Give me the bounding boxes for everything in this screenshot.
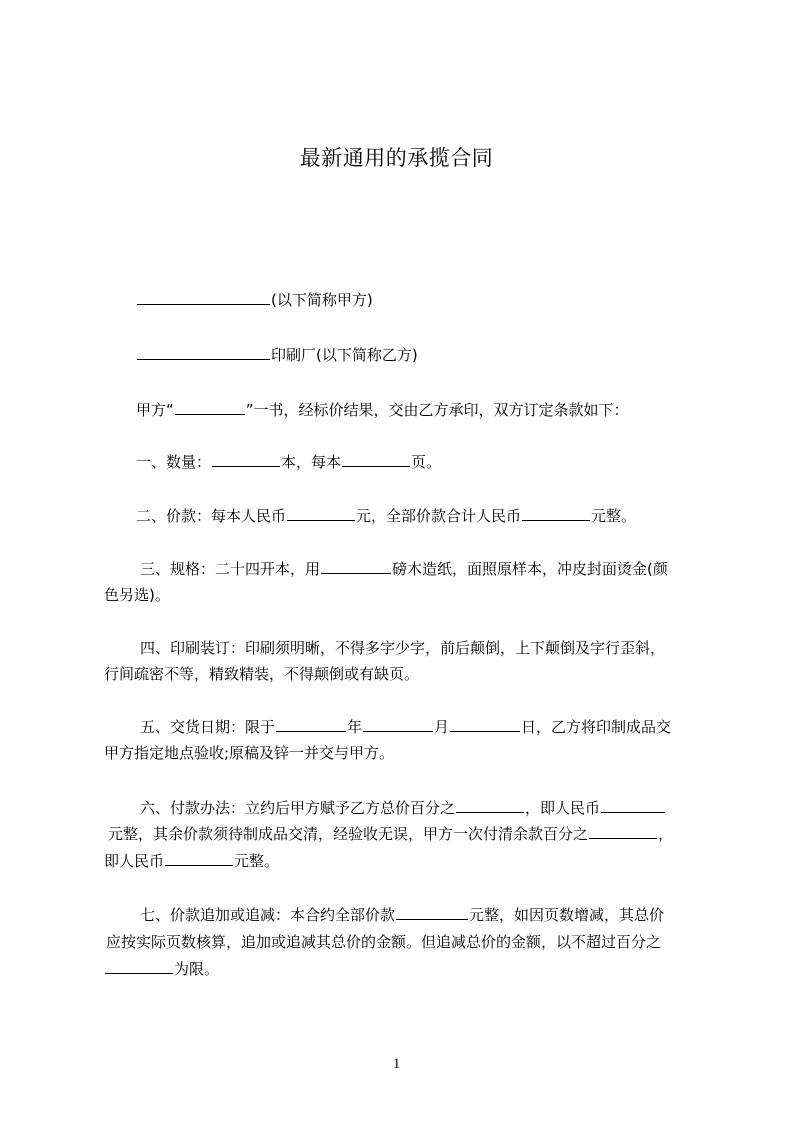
blank-advance-percent <box>456 797 524 813</box>
clause-2-suffix: 元整。 <box>591 507 637 525</box>
party-a-line <box>136 287 373 314</box>
blank-balance-percent <box>589 823 657 839</box>
party-b-line <box>136 342 418 369</box>
blank-quantity <box>212 451 280 467</box>
clause-7-line-1 <box>140 902 664 929</box>
clause-6-line-1 <box>140 795 666 822</box>
blank-unit-price <box>287 505 355 521</box>
clause-7-line-2: 应按实际页数核算，追加或追减其总价的金额。但追减总价的金额，以不超过百分之 <box>106 933 662 951</box>
clause-2-prefix: 二、价款：每本人民币 <box>136 507 287 525</box>
clause-6-line2-end: ， <box>658 825 674 843</box>
clause-7-mid: 元整，如因页数增减，其总价 <box>469 906 665 924</box>
blank-pages <box>342 451 410 467</box>
intro-line <box>136 397 629 424</box>
page-number: 1 <box>392 1056 401 1072</box>
clause-1-prefix: 一、数量： <box>136 453 212 471</box>
intro-before: 甲方“ <box>136 401 174 419</box>
clause-7-line3-end: 为限。 <box>174 960 220 978</box>
clause-5-year: 年 <box>347 718 363 736</box>
clause-1-mid: 本，每本 <box>281 453 342 471</box>
clause-6-line3-start: 即人民币 <box>104 852 165 870</box>
party-b-label: 印刷厂(以下简称乙方) <box>271 346 418 364</box>
clause-4-line-2: 行间疏密不等，精致精装，不得颠倒或有缺页。 <box>104 665 420 683</box>
blank-balance-amount <box>165 850 233 866</box>
clause-5-month: 月 <box>434 718 450 736</box>
blank-month <box>363 716 433 732</box>
blank-day <box>450 716 520 732</box>
clause-6-line2-start: 元整，其余价款须待制成品交清，经验收无误，甲方一次付清余款百分之 <box>108 825 589 843</box>
blank-paper-weight <box>321 558 391 574</box>
clause-3-line-2: 色另选)。 <box>104 586 170 604</box>
document-title: 最新通用的承揽合同 <box>299 146 494 170</box>
clause-1-suffix: 页。 <box>411 453 442 471</box>
party-a-label: (以下简称甲方) <box>271 291 373 309</box>
clause-5-line-2: 甲方指定地点验收;原稿及锌一并交与甲方。 <box>104 744 395 762</box>
clause-6-line-2 <box>108 821 673 848</box>
clause-7-prefix: 七、价款追加或追减：本合约全部价款 <box>140 906 396 924</box>
clause-4-line-1: 四、印刷装订：印刷须明晰，不得多字少字，前后颠倒，上下颠倒及字行歪斜， <box>140 639 666 657</box>
blank-reduction-percent <box>105 958 173 974</box>
blank-party-b-name <box>137 344 270 360</box>
clause-7-line-3 <box>104 956 219 983</box>
clause-2 <box>136 503 636 530</box>
blank-year <box>276 716 346 732</box>
clause-1 <box>136 449 441 476</box>
blank-advance-amount <box>601 797 665 813</box>
blank-party-a-name <box>137 289 270 305</box>
clause-6-mid1: ，即人民币 <box>525 799 601 817</box>
clause-3-line-1 <box>140 556 668 583</box>
clause-3-prefix: 三、规格：二十四开本，用 <box>140 560 321 578</box>
clause-6-line3-end: 元整。 <box>234 852 280 870</box>
clause-3-suffix: 磅木造纸，面照原样本，冲皮封面烫金(颜 <box>392 560 668 578</box>
clause-6-line-3 <box>104 848 279 875</box>
clause-5-day-suffix: 日，乙方将印制成品交 <box>521 718 672 736</box>
blank-total-contract <box>396 904 468 920</box>
clause-6-prefix: 六、付款办法：立约后甲方赋予乙方总价百分之 <box>140 799 456 817</box>
clause-5-prefix: 五、交货日期：限于 <box>140 718 276 736</box>
blank-book-title <box>175 399 245 415</box>
blank-total-price <box>522 505 590 521</box>
intro-after: ”一书，经标价结果，交由乙方承印，双方订定条款如下： <box>245 401 629 419</box>
clause-2-mid: 元，全部价款合计人民币 <box>356 507 522 525</box>
clause-5-line-1 <box>140 714 671 741</box>
